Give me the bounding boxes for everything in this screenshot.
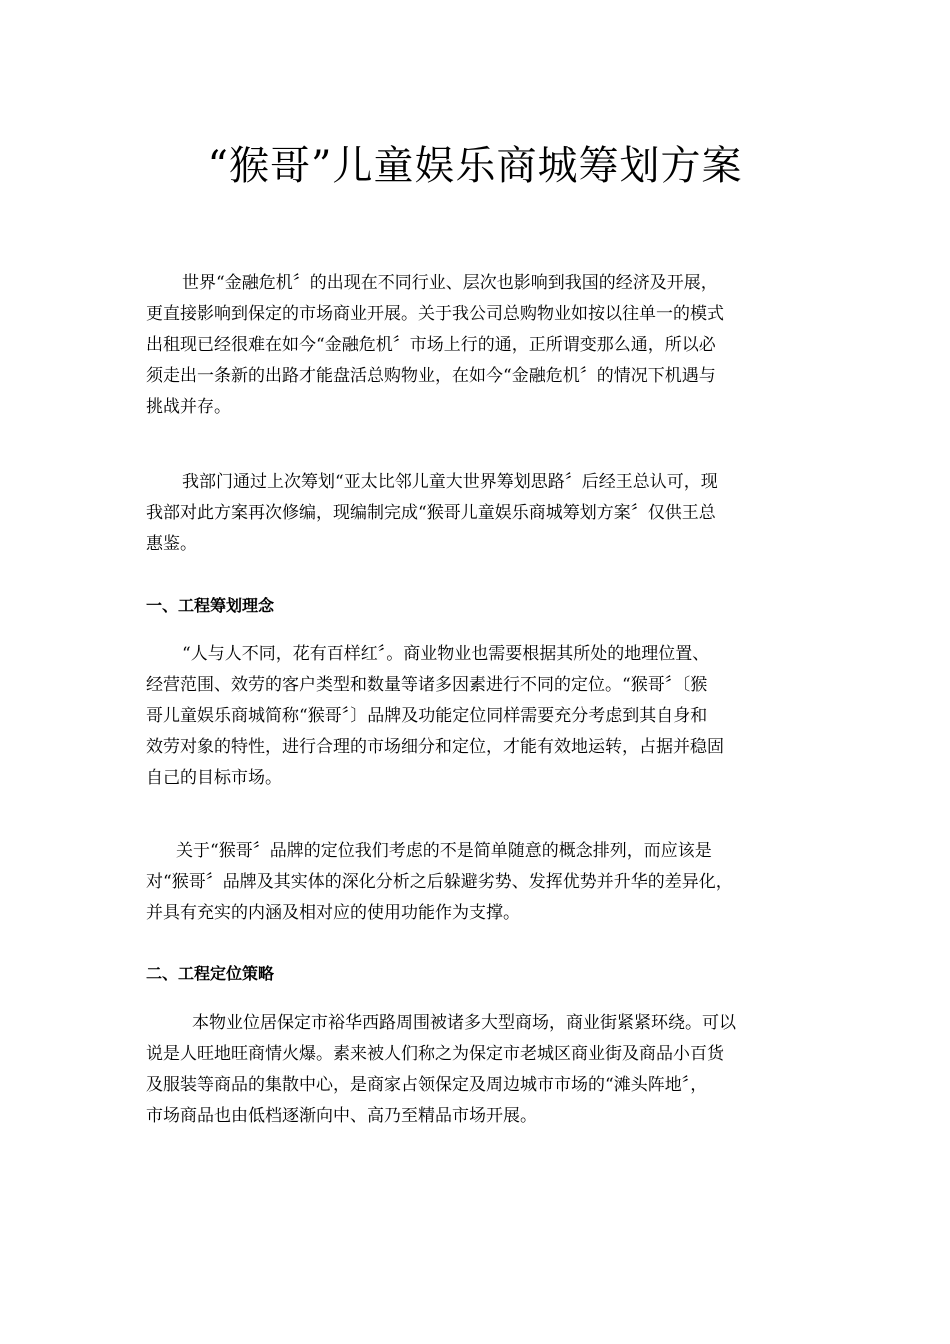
text-line: 须走出一条新的出路才能盘活总购物业，在如今“金融危机〞的情况下机遇与 (146, 366, 716, 386)
section-heading-2: 二、工程定位策略 (146, 964, 275, 983)
text-line: 关于“猴哥〞品牌的定位我们考虑的不是简单随意的概念排列，而应该是 (176, 841, 712, 861)
intro-paragraph-1 (146, 268, 836, 423)
text-line: 及服装等商品的集散中心，是商家占领保定及周边城市市场的“滩头阵地〞， (146, 1075, 708, 1095)
text-line: 我部门通过上次筹划“亚太比邻儿童大世界筹划思路〞后经王总认可，现 (182, 472, 718, 492)
text-line: 挑战并存。 (146, 397, 231, 417)
section-1-paragraph-1 (146, 639, 836, 794)
section-2-paragraph-1 (146, 1008, 836, 1132)
text-line: 惠鉴。 (146, 534, 197, 554)
intro-paragraph-2 (146, 467, 836, 560)
text-line: 并具有充实的内涵及相对应的使用功能作为支撑。 (146, 903, 520, 923)
section-heading-1: 一、工程筹划理念 (146, 596, 275, 615)
text-line: 哥儿童娱乐商城简称“猴哥〞〕品牌及功能定位同样需要充分考虑到其自身和 (146, 706, 708, 726)
text-line: 更直接影响到保定的市场商业开展。关于我公司总购物业如按以往单一的模式 (146, 304, 724, 324)
text-line: 我部对此方案再次修编，现编制完成“猴哥儿童娱乐商城筹划方案〞仅供王总 (146, 503, 716, 523)
text-line: 世界“金融危机〞的出现在不同行业、层次也影响到我国的经济及开展， (182, 273, 718, 293)
text-line: 说是人旺地旺商情火爆。素来被人们称之为保定市老城区商业街及商品小百货 (146, 1044, 724, 1064)
section-1-paragraph-2 (146, 836, 836, 929)
text-line: 自己的目标市场。 (146, 768, 282, 788)
document-title: “猴哥”儿童娱乐商城筹划方案 (207, 143, 743, 189)
text-line: 对“猴哥〞品牌及其实体的深化分析之后躲避劣势、发挥优势并升华的差异化， (146, 872, 733, 892)
text-line: 本物业位居保定市裕华西路周围被诸多大型商场，商业街紧紧环绕。可以 (192, 1013, 736, 1033)
text-line: 市场商品也由低档逐渐向中、高乃至精品市场开展。 (146, 1106, 537, 1126)
text-line: 出租现已经很难在如今“金融危机〞市场上行的通，正所谓变那么通，所以必 (146, 335, 716, 355)
text-line: 效劳对象的特性，进行合理的市场细分和定位，才能有效地运转，占据并稳固 (146, 737, 724, 757)
text-line: 经营范围、效劳的客户类型和数量等诸多因素进行不同的定位。“猴哥〞〔猴 (146, 675, 708, 695)
text-line: “人与人不同，花有百样红〞。商业物业也需要根据其所处的地理位置、 (182, 644, 710, 664)
